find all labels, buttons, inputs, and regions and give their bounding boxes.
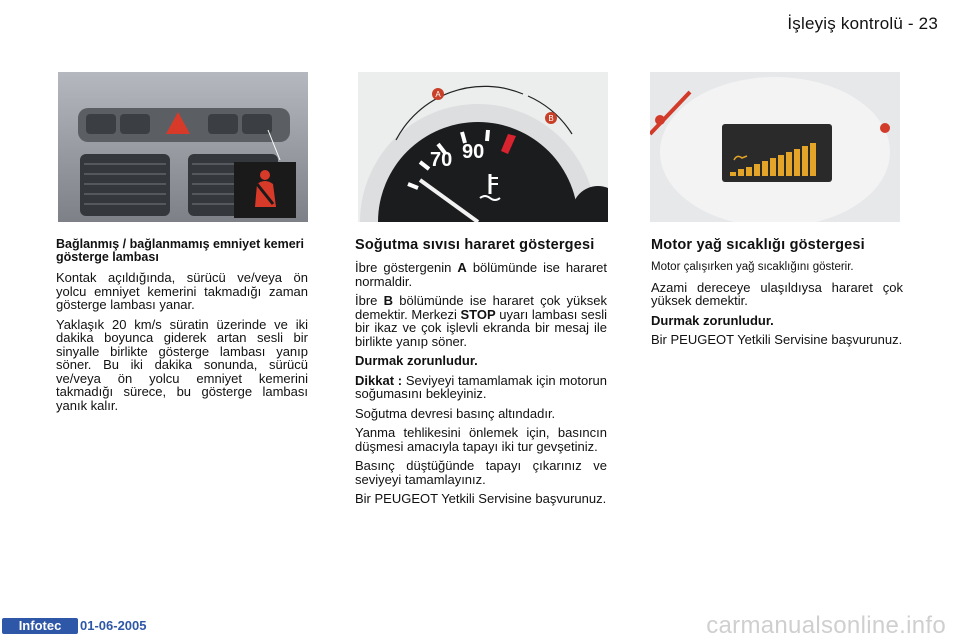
coolant-paragraph-7: Basınç düştüğünde tapayı çıkarınız ve seviyeyi tamamlayınız.: [355, 458, 607, 487]
coolant-gauge-illustration: [358, 72, 608, 222]
dashboard-console-illustration: [58, 72, 308, 222]
gauge-tick-90: 90: [462, 141, 485, 163]
coolant-paragraph-4: [355, 374, 607, 401]
coolant-gauge-photo: [358, 72, 608, 222]
seatbelt-heading: Bağlanmış / bağlanmamış emniyet kemeri gösterge lambası: [56, 237, 305, 264]
gauge-label-a: A: [435, 90, 441, 99]
oil-temperature-heading: Motor yağ sıcaklığı göstergesi: [651, 237, 865, 253]
coolant-paragraph-6: Yanma tehlikesini önlemek için, basıncın düşmesi amacıyla tapayı iki tur gevşetiniz.: [355, 425, 607, 454]
infotec-logo: Infotec: [2, 618, 78, 634]
coolant-paragraph-5: Soğutma devresi basınç altındadır.: [355, 405, 556, 421]
coolant-p1-zone-a: A: [457, 260, 467, 275]
coolant-p2-stop: STOP: [460, 306, 496, 322]
coolant-p1-post: bölümünde ise hararet normaldir.: [355, 260, 608, 289]
coolant-attention-label: Dikkat :: [355, 372, 403, 388]
coolant-stop-required: Durmak zorunludur.: [355, 353, 478, 368]
coolant-paragraph-2: [355, 294, 607, 348]
coolant-attention-text: Seviyeyi tamamlamak için motorun soğumasını bekleyiniz.: [355, 372, 607, 401]
gauge-label-b: B: [548, 114, 554, 123]
coolant-p2-mid: bölümünde ise hararet çok yüksek demektir. Merkezi: [355, 293, 607, 322]
coolant-p2-post: uyarı lambası sesli bir ikaz ve çok işlevli ekranda bir mesaj ile birlikte yanıp söner.: [355, 306, 607, 349]
coolant-section: [355, 238, 607, 512]
coolant-heading: Soğutma sıvısı hararet göstergesi: [355, 237, 595, 253]
oil-temperature-stop-required: Durmak zorunludur.: [651, 312, 774, 328]
oil-temperature-illustration: [650, 72, 900, 222]
oil-temperature-paragraph-4: Bir PEUGEOT Yetkili Servisine başvurunuz.: [651, 332, 903, 347]
gauge-tick-70: 70: [430, 149, 453, 171]
oil-temperature-paragraph-1: Motor çalışırken yağ sıcaklığını gösterir.: [651, 261, 854, 273]
coolant-p2-zone-b: B: [383, 293, 394, 308]
seatbelt-paragraph-1: Kontak açıldığında, sürücü ve/veya ön yolcu emniyet kemerini takmadığı zaman gösterge lambası yanar.: [56, 270, 308, 312]
dashboard-console-photo: [58, 72, 308, 222]
watermark: carmanualsonline.info: [706, 612, 946, 639]
seatbelt-paragraph-2: Yaklaşık 20 km/s süratin üzerinde ve iki dakika boyunca giderek artan sesli bir sinyalle birlikte gösterge lambası yanıp söner. Bu iki dakika sonunda, sürücü ve/veya ön yolcu emniyet kemerini takmadığı sürece, bu gösterge lambası yanık kalır.: [56, 316, 308, 413]
footer-date: 01-06-2005: [80, 618, 147, 633]
seatbelt-section: [56, 238, 308, 418]
coolant-p1-pre: İbre göstergenin: [355, 260, 452, 275]
coolant-paragraph-8: Bir PEUGEOT Yetkili Servisine başvurunuz.: [355, 491, 607, 506]
oil-temperature-section: [651, 238, 903, 353]
coolant-p2-pre: İbre: [355, 293, 378, 308]
page-title: İşleyiş kontrolü - 23: [787, 14, 938, 33]
oil-temperature-photo: [650, 72, 900, 222]
coolant-paragraph-1: [355, 261, 607, 288]
oil-temperature-paragraph-2: Azami dereceye ulaşıldıysa hararet çok yüksek demektir.: [651, 279, 903, 308]
